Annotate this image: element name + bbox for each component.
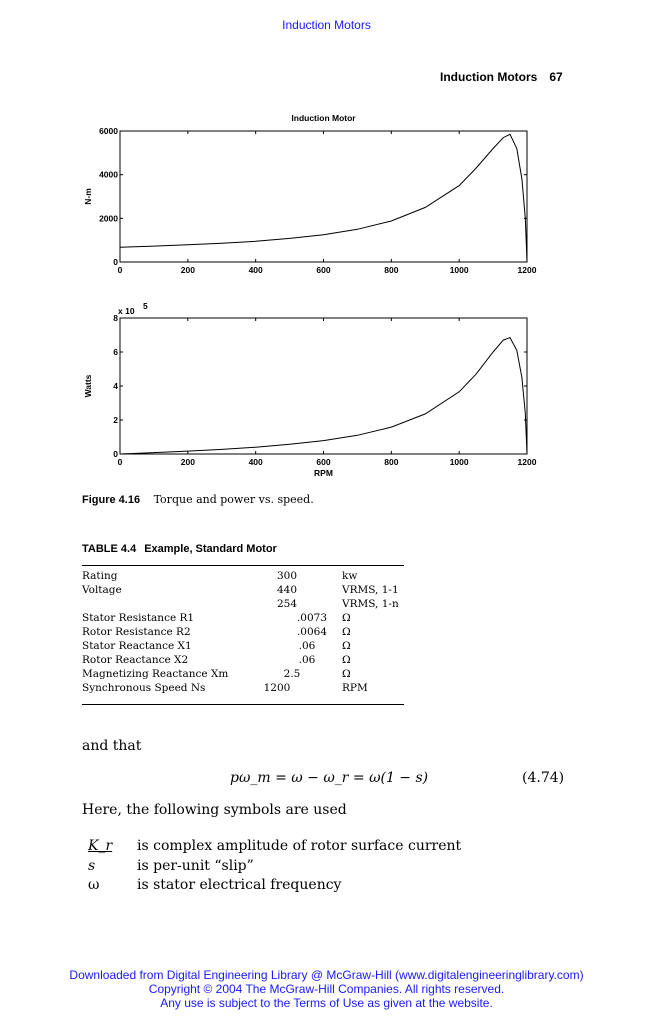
x-tick-label: 200 xyxy=(180,457,195,467)
table-row: Rating 300 kw xyxy=(82,570,358,582)
figure-caption xyxy=(82,493,314,506)
chart-2-frame xyxy=(120,318,527,454)
running-title: Induction Motors xyxy=(440,70,538,84)
y-tick-label: 4 xyxy=(113,381,118,391)
y-tick-label: 6000 xyxy=(99,126,118,136)
scale-exponent: 5 xyxy=(143,301,148,311)
equation-number: (4.74) xyxy=(522,770,565,786)
x-tick-label: 600 xyxy=(316,457,331,467)
y-axis-label: Watts xyxy=(83,374,93,398)
chart-1-series-line xyxy=(120,134,527,262)
x-tick-label: 800 xyxy=(384,265,399,275)
x-tick-label: 800 xyxy=(384,457,399,467)
page-number: 67 xyxy=(549,70,563,84)
figure-charts xyxy=(0,0,653,490)
x-tick-label: 1000 xyxy=(449,265,469,275)
x-axis-label: RPM xyxy=(314,468,333,478)
x-tick-label: 1000 xyxy=(449,457,469,467)
x-tick-label: 400 xyxy=(248,457,263,467)
y-tick-label: 0 xyxy=(113,257,118,267)
symbol-omega-desc: is stator electrical frequency xyxy=(137,877,342,893)
table-row: Stator Reactance X1 .06 Ω xyxy=(82,640,351,652)
figure-caption-label: Figure 4.16 xyxy=(82,494,141,506)
x-tick-label: 1200 xyxy=(517,265,537,275)
table-row: Voltage 440 VRMS, 1-1 xyxy=(82,584,399,596)
scale-label: x 10 xyxy=(118,306,135,316)
x-tick-label: 600 xyxy=(316,265,331,275)
table-top-rule xyxy=(82,565,404,566)
y-tick-label: 8 xyxy=(113,313,118,323)
table-caption-text: Example, Standard Motor xyxy=(144,543,277,555)
chart-2-series-line xyxy=(120,338,527,454)
table-row: Rotor Reactance X2 .06 Ω xyxy=(82,654,351,666)
x-tick-label: 0 xyxy=(117,457,123,467)
symbol-kr-desc: is complex amplitude of rotor surface current xyxy=(137,838,462,854)
y-tick-label: 4000 xyxy=(99,169,118,180)
x-tick-label: 200 xyxy=(180,265,195,275)
x-tick-label: 1200 xyxy=(517,457,537,467)
symbol-s-desc: is per-unit “slip” xyxy=(137,858,254,874)
y-tick-label: 0 xyxy=(113,449,118,459)
text-and-that: and that xyxy=(82,738,142,754)
symbol-omega: ω xyxy=(88,877,100,893)
y-tick-label: 2000 xyxy=(99,213,118,224)
table-row: Stator Resistance R1 .0073 Ω xyxy=(82,612,351,624)
symbol-s: s xyxy=(88,858,96,874)
top-link[interactable]: Induction Motors xyxy=(282,18,371,32)
y-tick-label: 2 xyxy=(113,415,118,425)
symbol-kr: K_r xyxy=(88,838,113,854)
equation-text: pω_m = ω − ω_r = ω(1 − s) xyxy=(230,770,429,786)
chart-title: Induction Motor xyxy=(291,113,356,123)
footer xyxy=(0,968,653,1010)
x-tick-label: 0 xyxy=(117,265,123,275)
table-row: Synchronous Speed Ns 1200 RPM xyxy=(82,682,368,694)
footer-line-3[interactable]: Any use is subject to the Terms of Use as given at the website. xyxy=(160,996,493,1010)
x-tick-label: 400 xyxy=(248,265,263,275)
figure-caption-text: Torque and power vs. speed. xyxy=(153,493,314,506)
table-caption xyxy=(82,543,277,555)
table-caption-label: TABLE 4.4 xyxy=(82,543,137,555)
table-row: Magnetizing Reactance Xm 2.5 Ω xyxy=(82,668,351,680)
y-axis-label: N-m xyxy=(83,188,93,205)
chart-1-frame xyxy=(120,131,527,262)
y-tick-label: 6 xyxy=(113,347,118,357)
symbols-intro: Here, the following symbols are used xyxy=(82,802,347,818)
equation xyxy=(230,770,428,786)
footer-line-2[interactable]: Copyright © 2004 The McGraw-Hill Companies. All rights reserved. xyxy=(148,982,505,996)
table-row: 254 VRMS, 1-n xyxy=(276,598,399,610)
table-row: Rotor Resistance R2 .0064 Ω xyxy=(82,626,351,638)
footer-line-1[interactable]: Downloaded from Digital Engineering Library @ McGraw-Hill (www.digitalengineeringlibrary.com) xyxy=(69,968,584,982)
table-bottom-rule xyxy=(82,704,404,705)
